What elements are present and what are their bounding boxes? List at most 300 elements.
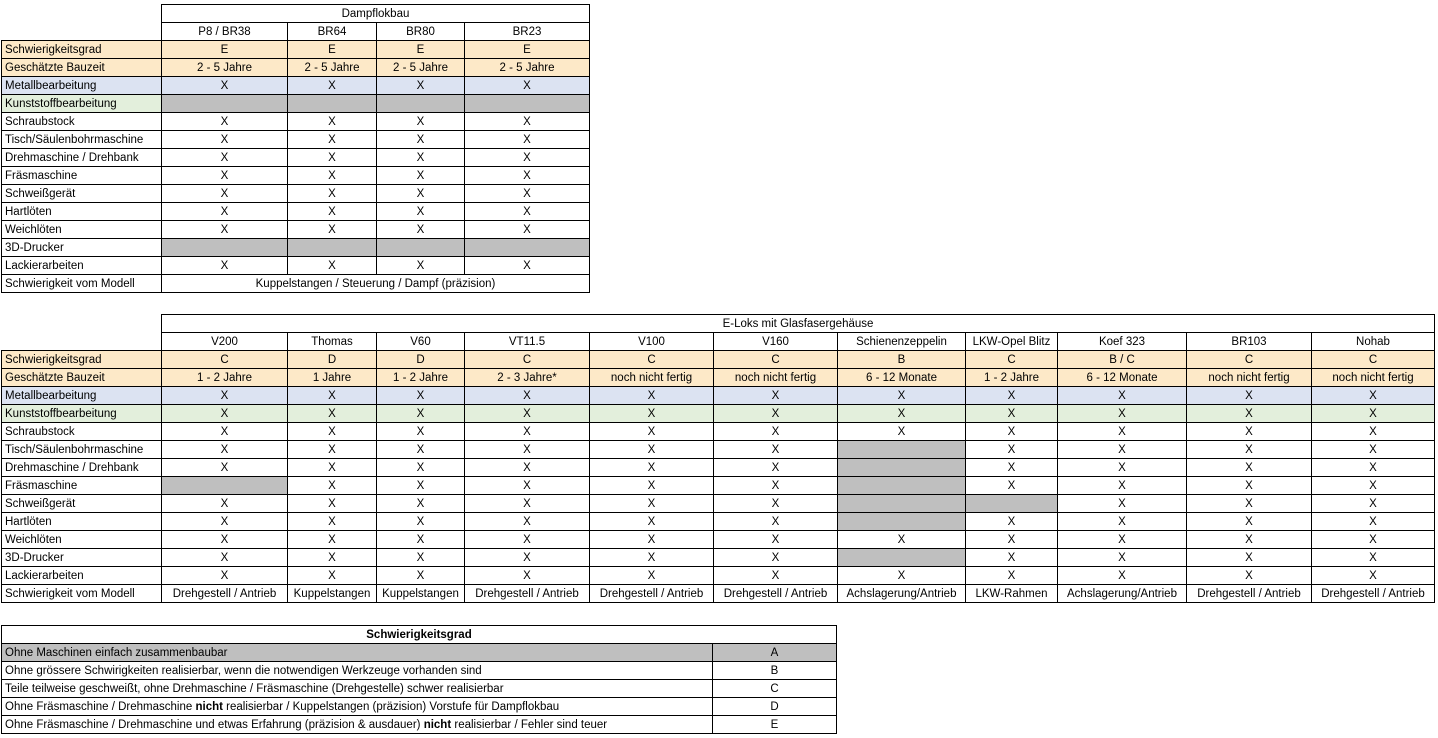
legend-row [2, 680, 837, 698]
table-cell: X [714, 531, 838, 549]
table-cell: X [377, 113, 465, 131]
row-label: 3D-Drucker [2, 549, 162, 567]
legend-text-part: realisierbar / Kuppelstangen (präzision) Vorstufe für Dampflokbau [222, 700, 560, 713]
table-row [2, 477, 1435, 495]
table-cell: X [714, 405, 838, 423]
table-row [2, 59, 590, 77]
table-cell: X [590, 477, 714, 495]
table-cell: X [377, 185, 465, 203]
table-cell: X [288, 113, 377, 131]
table-cell: B [838, 351, 966, 369]
legend-row [2, 662, 837, 680]
table-cell: X [288, 203, 377, 221]
row-label: Schwierigkeitsgrad [2, 41, 162, 59]
table-cell: X [1058, 495, 1187, 513]
table-cell: X [465, 185, 590, 203]
table-cell: X [377, 513, 465, 531]
table-cell: 2 - 5 Jahre [162, 59, 288, 77]
table-row [2, 185, 590, 203]
table-cell: C [162, 351, 288, 369]
legend-description [2, 716, 713, 734]
table-cell: X [1187, 495, 1312, 513]
table-cell: X [377, 531, 465, 549]
row-label: Geschätzte Bauzeit [2, 369, 162, 387]
not-required-cell [162, 239, 288, 257]
table-cell: noch nicht fertig [714, 369, 838, 387]
group-title-row [2, 5, 590, 23]
table-cell: X [162, 77, 288, 95]
legend-grade: B [713, 662, 837, 680]
legend-grade: A [713, 644, 837, 662]
table-row [2, 513, 1435, 531]
table-cell: X [966, 441, 1058, 459]
table-cell: X [1312, 423, 1435, 441]
table-cell: 2 - 3 Jahre* [465, 369, 590, 387]
table-cell: X [1187, 387, 1312, 405]
table-cell: X [1312, 531, 1435, 549]
table-row [2, 131, 590, 149]
row-label: Schwierigkeit vom Modell [2, 275, 162, 293]
table-cell: X [838, 405, 966, 423]
table-row [2, 167, 590, 185]
table-cell: D [377, 351, 465, 369]
legend-text-part: Ohne Fräsmaschine / Drehmaschine und etwas Erfahrung (präzision & ausdauer) [5, 718, 424, 731]
table-cell: X [1312, 495, 1435, 513]
table-row [2, 41, 590, 59]
table-row [2, 113, 590, 131]
table-cell: 1 Jahre [288, 369, 377, 387]
row-label: Hartlöten [2, 203, 162, 221]
not-required-cell [288, 95, 377, 113]
table-cell: Kuppelstangen [288, 585, 377, 603]
table-cell: X [1058, 387, 1187, 405]
table-cell: X [1312, 387, 1435, 405]
legend-description [2, 644, 713, 662]
table-cell: X [288, 513, 377, 531]
row-label: Weichlöten [2, 531, 162, 549]
row-label: Schraubstock [2, 423, 162, 441]
table-cell: X [288, 423, 377, 441]
table-cell: X [1058, 441, 1187, 459]
table-cell: X [714, 567, 838, 585]
table-cell: X [162, 423, 288, 441]
not-required-cell [465, 95, 590, 113]
table-cell: X [288, 77, 377, 95]
table-cell: D [288, 351, 377, 369]
not-required-cell [465, 239, 590, 257]
table-cell: X [162, 549, 288, 567]
table-cell: X [162, 113, 288, 131]
table-cell: X [1058, 423, 1187, 441]
table-cell: X [1058, 531, 1187, 549]
table-cell: X [377, 549, 465, 567]
table-cell: X [1187, 405, 1312, 423]
table-cell: 1 - 2 Jahre [162, 369, 288, 387]
legend-grade: E [713, 716, 837, 734]
table-cell: C [465, 351, 590, 369]
not-required-cell [377, 95, 465, 113]
table-cell: 2 - 5 Jahre [288, 59, 377, 77]
table-cell: X [1187, 567, 1312, 585]
table-cell: B / C [1058, 351, 1187, 369]
model-header: P8 / BR38 [162, 23, 288, 41]
table-cell: X [465, 257, 590, 275]
not-required-cell [838, 459, 966, 477]
model-header: V100 [590, 333, 714, 351]
row-label: Hartlöten [2, 513, 162, 531]
model-header: BR64 [288, 23, 377, 41]
electric-locomotive-table [1, 314, 1435, 603]
table-cell: noch nicht fertig [590, 369, 714, 387]
empty-corner-cell [2, 315, 162, 333]
table-cell: X [465, 423, 590, 441]
table-cell: Achslagerung/Antrieb [838, 585, 966, 603]
row-label: Metallbearbeitung [2, 77, 162, 95]
table-cell: X [465, 203, 590, 221]
row-label: Tisch/Säulenbohrmaschine [2, 441, 162, 459]
row-label: Geschätzte Bauzeit [2, 59, 162, 77]
table-cell: X [1187, 531, 1312, 549]
table-cell: X [714, 423, 838, 441]
model-header: V160 [714, 333, 838, 351]
legend-row [2, 698, 837, 716]
difficulty-legend-table [1, 625, 837, 734]
table-cell: X [162, 531, 288, 549]
legend-description [2, 680, 713, 698]
row-label: Schweißgerät [2, 185, 162, 203]
table-cell: X [288, 441, 377, 459]
table-cell: X [1312, 513, 1435, 531]
table-cell: X [465, 113, 590, 131]
table-cell: C [966, 351, 1058, 369]
model-header: Nohab [1312, 333, 1435, 351]
table-row [2, 441, 1435, 459]
legend-grade: C [713, 680, 837, 698]
table-cell: X [162, 459, 288, 477]
table-cell: X [1312, 405, 1435, 423]
table-cell: Drehgestell / Antrieb [1187, 585, 1312, 603]
not-required-cell [838, 495, 966, 513]
model-header: V60 [377, 333, 465, 351]
table-cell: X [714, 495, 838, 513]
table-cell: X [1187, 549, 1312, 567]
model-header: LKW-Opel Blitz [966, 333, 1058, 351]
table-cell: X [465, 495, 590, 513]
table-cell: E [288, 41, 377, 59]
not-required-cell [377, 239, 465, 257]
table-cell: E [377, 41, 465, 59]
empty-corner-cell [2, 333, 162, 351]
model-header: BR23 [465, 23, 590, 41]
table-cell: X [288, 167, 377, 185]
table-cell: X [966, 423, 1058, 441]
table-cell: X [1312, 549, 1435, 567]
table-row [2, 405, 1435, 423]
not-required-cell [838, 477, 966, 495]
table-cell: X [162, 185, 288, 203]
table-cell: X [590, 387, 714, 405]
group-title: Dampflokbau [162, 5, 590, 23]
table-cell: X [465, 149, 590, 167]
not-required-cell [966, 495, 1058, 513]
table-cell: X [377, 495, 465, 513]
table-cell: X [162, 405, 288, 423]
table-cell: X [377, 567, 465, 585]
table-cell: X [465, 567, 590, 585]
table-cell: X [966, 513, 1058, 531]
model-difficulty-value: Kuppelstangen / Steuerung / Dampf (präzision) [162, 275, 590, 293]
legend-description [2, 698, 713, 716]
table-cell: X [1312, 477, 1435, 495]
row-label: Fräsmaschine [2, 167, 162, 185]
table-cell: X [714, 459, 838, 477]
row-label: Metallbearbeitung [2, 387, 162, 405]
row-label: 3D-Drucker [2, 239, 162, 257]
not-required-cell [838, 549, 966, 567]
model-difficulty-row [2, 275, 590, 293]
table-cell: X [966, 477, 1058, 495]
table-cell: X [966, 405, 1058, 423]
table-row [2, 495, 1435, 513]
table-cell: 6 - 12 Monate [838, 369, 966, 387]
table-cell: X [288, 387, 377, 405]
model-header: BR103 [1187, 333, 1312, 351]
model-header: Schienenzeppelin [838, 333, 966, 351]
group-title: E-Loks mit Glasfasergehäuse [162, 315, 1435, 333]
table-cell: Drehgestell / Antrieb [714, 585, 838, 603]
table-cell: X [288, 549, 377, 567]
table-cell: X [377, 257, 465, 275]
table-row [2, 459, 1435, 477]
table-cell: X [377, 77, 465, 95]
table-cell: X [714, 387, 838, 405]
table-cell: Drehgestell / Antrieb [1312, 585, 1435, 603]
table-cell: X [377, 441, 465, 459]
not-required-cell [162, 95, 288, 113]
table-row [2, 585, 1435, 603]
table-cell: X [1187, 513, 1312, 531]
model-header: VT11.5 [465, 333, 590, 351]
table-cell: noch nicht fertig [1187, 369, 1312, 387]
table-cell: X [590, 405, 714, 423]
table-cell: X [465, 441, 590, 459]
table-cell: X [465, 459, 590, 477]
model-header: V200 [162, 333, 288, 351]
table-cell: X [377, 459, 465, 477]
table-cell: X [1058, 549, 1187, 567]
table-row [2, 567, 1435, 585]
table-cell: X [162, 513, 288, 531]
table-cell: X [838, 387, 966, 405]
group-title-row [2, 315, 1435, 333]
model-header: Thomas [288, 333, 377, 351]
table-row [2, 369, 1435, 387]
table-cell: X [288, 459, 377, 477]
table-cell: X [590, 495, 714, 513]
table-cell: X [838, 567, 966, 585]
table-cell: X [377, 221, 465, 239]
table-cell: X [590, 513, 714, 531]
table-cell: X [966, 531, 1058, 549]
legend-description [2, 662, 713, 680]
legend-text-part: Teile teilweise geschweißt, ohne Drehmaschine / Fräsmaschine (Drehgestelle) schwer realisierbar [5, 682, 504, 695]
table-cell: X [1058, 567, 1187, 585]
table-cell: E [162, 41, 288, 59]
table-cell: X [1312, 567, 1435, 585]
table-cell: X [162, 567, 288, 585]
not-required-cell [838, 441, 966, 459]
legend-header-row [2, 626, 837, 644]
table-row [2, 351, 1435, 369]
table-cell: 1 - 2 Jahre [377, 369, 465, 387]
table-cell: X [465, 387, 590, 405]
table-cell: 6 - 12 Monate [1058, 369, 1187, 387]
table-cell: 1 - 2 Jahre [966, 369, 1058, 387]
table-row [2, 77, 590, 95]
row-label: Schwierigkeitsgrad [2, 351, 162, 369]
table-cell: X [288, 257, 377, 275]
table-cell: X [377, 423, 465, 441]
not-required-cell [288, 239, 377, 257]
table-row [2, 239, 590, 257]
table-cell: X [590, 423, 714, 441]
table-cell: Drehgestell / Antrieb [162, 585, 288, 603]
legend-text-part: Ohne Maschinen einfach zusammenbaubar [5, 646, 228, 659]
not-required-cell [838, 513, 966, 531]
emphasis-text: nicht [195, 700, 223, 713]
table-cell: X [966, 387, 1058, 405]
table-row [2, 95, 590, 113]
table-cell: X [465, 531, 590, 549]
table-cell: X [1058, 477, 1187, 495]
table-cell: X [288, 185, 377, 203]
table-cell: X [288, 567, 377, 585]
table-cell: X [162, 387, 288, 405]
row-label: Schwierigkeit vom Modell [2, 585, 162, 603]
table-cell: X [1187, 459, 1312, 477]
table-cell: LKW-Rahmen [966, 585, 1058, 603]
table-cell: Achslagerung/Antrieb [1058, 585, 1187, 603]
table-cell: X [1058, 513, 1187, 531]
table-cell: X [288, 531, 377, 549]
legend-text-part: realisierbar / Fehler sind teuer [451, 718, 608, 731]
table-cell: X [966, 459, 1058, 477]
table-cell: X [377, 131, 465, 149]
table-cell: X [714, 441, 838, 459]
legend-text-part: Ohne grössere Schwirigkeiten realisierbar, wenn die notwendigen Werkzeuge vorhanden sind [5, 664, 482, 677]
table-cell: X [377, 167, 465, 185]
row-label: Schweißgerät [2, 495, 162, 513]
legend-grade: D [713, 698, 837, 716]
table-row [2, 387, 1435, 405]
table-cell: X [288, 221, 377, 239]
table-cell: X [377, 387, 465, 405]
empty-corner-cell [2, 23, 162, 41]
row-label: Drehmaschine / Drehbank [2, 149, 162, 167]
row-label: Fräsmaschine [2, 477, 162, 495]
table-cell: C [714, 351, 838, 369]
table-cell: X [162, 131, 288, 149]
table-cell: X [162, 257, 288, 275]
table-cell: X [966, 567, 1058, 585]
table-cell: 2 - 5 Jahre [377, 59, 465, 77]
table-cell: noch nicht fertig [1312, 369, 1435, 387]
table-cell: C [1312, 351, 1435, 369]
model-header-row [2, 333, 1435, 351]
legend-text-part: Ohne Fräsmaschine / Drehmaschine [5, 700, 196, 713]
model-header: Koef 323 [1058, 333, 1187, 351]
table-cell: X [162, 167, 288, 185]
table-cell: X [465, 405, 590, 423]
model-header: BR80 [377, 23, 465, 41]
table-row [2, 203, 590, 221]
table-cell: X [377, 477, 465, 495]
table-cell: X [590, 567, 714, 585]
emphasis-text: nicht [423, 718, 452, 731]
legend-title: Schwierigkeitsgrad [2, 626, 837, 644]
legend-row [2, 644, 837, 662]
table-cell: X [590, 549, 714, 567]
table-row [2, 531, 1435, 549]
table-row [2, 257, 590, 275]
steam-locomotive-table [1, 4, 590, 293]
table-cell: X [465, 167, 590, 185]
table-cell: X [1187, 423, 1312, 441]
table-cell: E [465, 41, 590, 59]
table-cell: X [162, 203, 288, 221]
table-cell: X [377, 149, 465, 167]
table-cell: 2 - 5 Jahre [465, 59, 590, 77]
row-label: Weichlöten [2, 221, 162, 239]
row-label: Lackierarbeiten [2, 567, 162, 585]
table-cell: X [590, 531, 714, 549]
table-cell: X [288, 405, 377, 423]
table-cell: Kuppelstangen [377, 585, 465, 603]
table-cell: X [465, 221, 590, 239]
row-label: Kunststoffbearbeitung [2, 405, 162, 423]
table-cell: X [465, 477, 590, 495]
table-cell: X [377, 405, 465, 423]
table-cell: X [162, 495, 288, 513]
row-label: Tisch/Säulenbohrmaschine [2, 131, 162, 149]
table-cell: X [1312, 459, 1435, 477]
table-cell: X [465, 131, 590, 149]
table-cell: X [714, 549, 838, 567]
table-cell: X [162, 149, 288, 167]
table-cell: X [590, 459, 714, 477]
table-cell: Drehgestell / Antrieb [465, 585, 590, 603]
legend-row [2, 716, 837, 734]
table-cell: C [590, 351, 714, 369]
table-cell: X [1058, 405, 1187, 423]
table-cell: X [288, 477, 377, 495]
table-cell: X [966, 549, 1058, 567]
table-cell: X [1187, 477, 1312, 495]
empty-corner-cell [2, 5, 162, 23]
table-cell: X [714, 513, 838, 531]
table-cell: C [1187, 351, 1312, 369]
row-label: Drehmaschine / Drehbank [2, 459, 162, 477]
table-row [2, 549, 1435, 567]
table-cell: X [377, 203, 465, 221]
model-header-row [2, 23, 590, 41]
table-row [2, 423, 1435, 441]
table-cell: X [465, 513, 590, 531]
table-cell: X [162, 221, 288, 239]
row-label: Lackierarbeiten [2, 257, 162, 275]
table-cell: X [838, 423, 966, 441]
table-cell: X [465, 77, 590, 95]
